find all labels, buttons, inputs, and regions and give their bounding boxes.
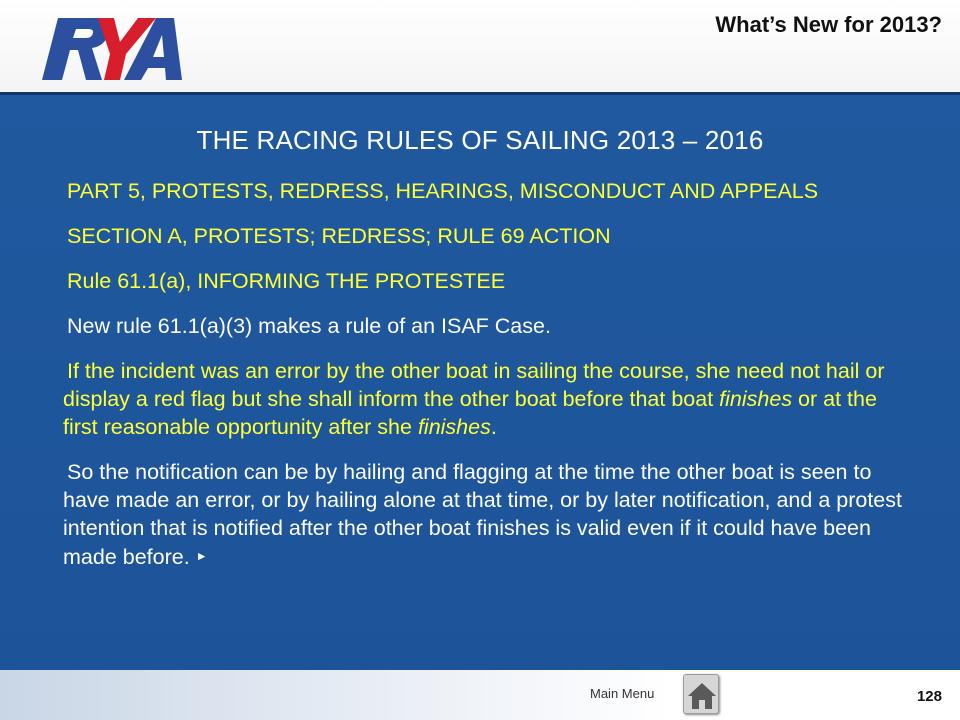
paragraph-rule: Rule 61.1(a), INFORMING THE PROTESTEE (67, 269, 506, 293)
paragraph-new-rule: New rule 61.1(a)(3) makes a rule of an ISAF Case. (67, 314, 551, 338)
incident-text-1: If the incident was an error by the other boat in sailing the course, she need not hail or display a red flag but she shall inform the other boat before that boat (63, 359, 885, 411)
slide-body (63, 177, 913, 588)
incident-term-1: finishes (719, 387, 793, 411)
incident-term-2: finishes (417, 415, 491, 439)
rya-logo (28, 10, 188, 86)
paragraph-part: PART 5, PROTESTS, REDRESS, HEARINGS, MISCONDUCT AND APPEALS (67, 179, 819, 203)
header-title: What’s New for 2013? (715, 12, 942, 37)
slide-content-panel (0, 92, 960, 670)
slide-title: THE RACING RULES OF SAILING 2013 – 2016 (196, 125, 764, 155)
incident-text-3: . (490, 415, 497, 439)
paragraph-incident (63, 357, 913, 441)
notification-text: So the notification can be by hailing and flagging at the time the other boat is seen to have made an error, or by hailing alone at that time, or by later notification, and a protest intention that is notified after the other boat finishes is valid even if it could have been made before. (63, 460, 902, 569)
home-icon (684, 675, 720, 715)
footer-bar (0, 670, 960, 720)
header-bar (0, 0, 960, 92)
paragraph-notification (63, 458, 913, 571)
page-number: 128 (916, 688, 942, 705)
paragraph-section: SECTION A, PROTESTS; REDRESS; RULE 69 ACTION (67, 224, 611, 248)
main-menu-link[interactable]: Main Menu (590, 686, 655, 701)
incident-text-2: or at the first reasonable opportunity after she (63, 387, 877, 439)
home-button[interactable] (683, 674, 719, 714)
next-arrow-icon[interactable]: ► (195, 549, 208, 563)
